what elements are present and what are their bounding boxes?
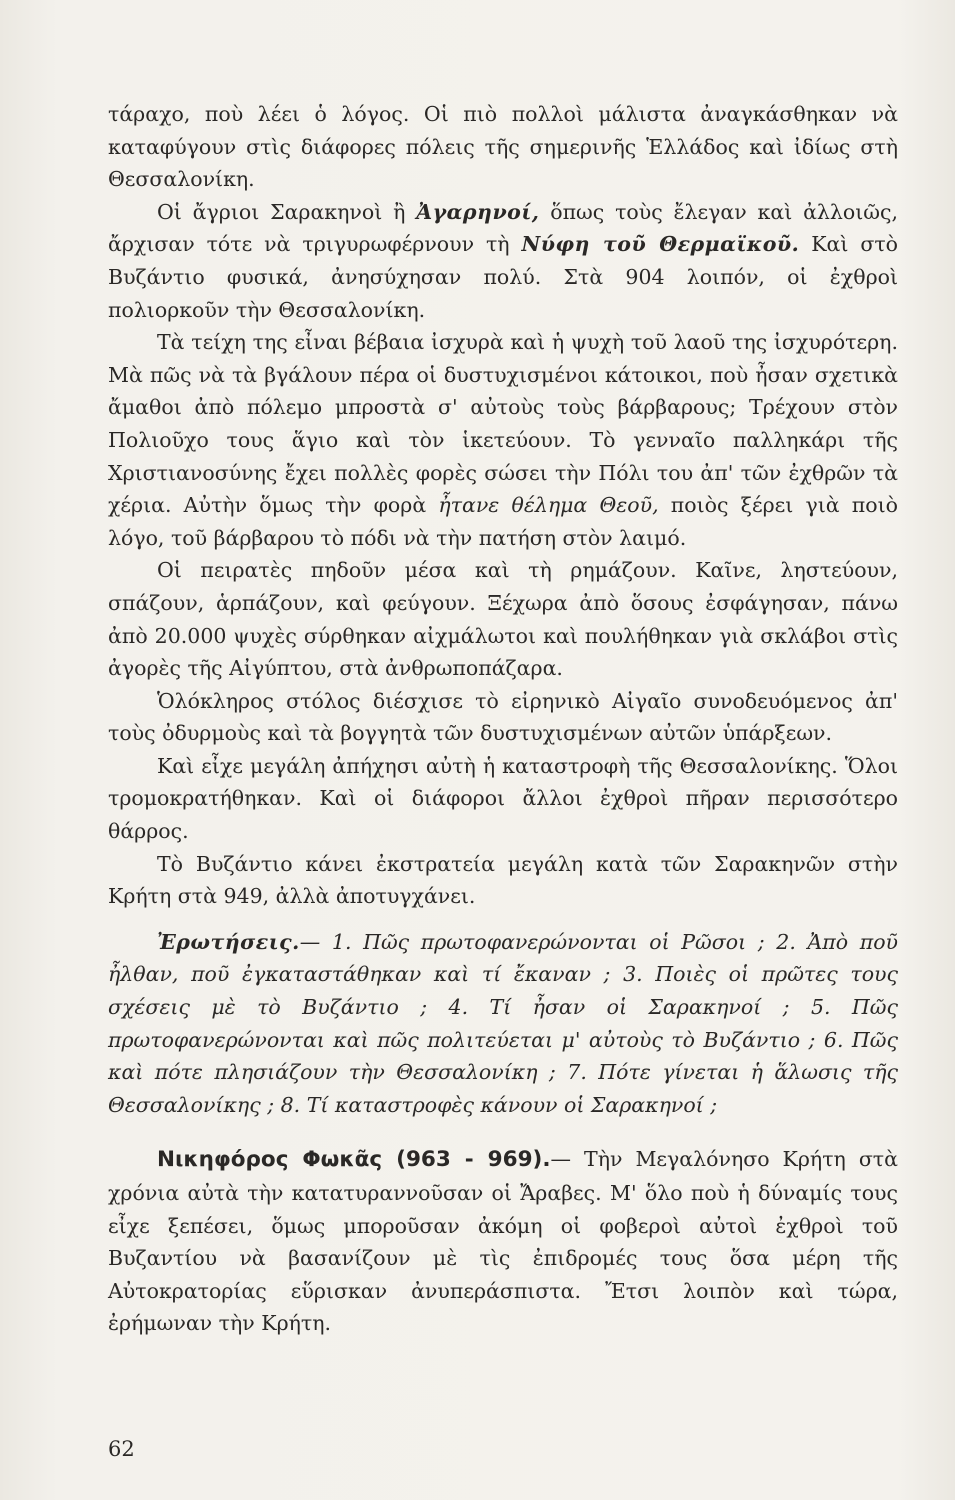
paragraph-2 bbox=[108, 196, 898, 326]
paragraph-6-text: Καὶ εἶχε μεγάλη ἀπήχησι αὐτὴ ἡ καταστροφὴ τῆς Θεσσαλονίκης. Ὅλοι τρομοκρατήθηκαν. Καὶ οἱ διάφοροι ἄλλοι ἐχθροὶ πῆραν περισσότερο θάρρος. bbox=[108, 753, 898, 844]
paragraph-2-part-e: Καὶ στὸ Βυζάντιο φυσικά, ἀνησύχησαν πολύ. Στὰ 904 λοιπόν, οἱ ἐχθροὶ πολιορκοῦν τὴν Θεσσαλονίκη. bbox=[108, 232, 899, 322]
agarenes-term: Ἀγαρηνοί, bbox=[416, 199, 540, 224]
body-text bbox=[108, 98, 898, 1340]
page-number: 62 bbox=[108, 1437, 135, 1461]
section-nikephoros-phokas bbox=[108, 1143, 898, 1340]
paragraph-7-text: Τὸ Βυζάντιο κάνει ἐκστρατεία μεγάλη κατὰ τῶν Σαρακηνῶν στὴν Κρήτη στὰ 949, ἀλλὰ ἀποτυγχάνει. bbox=[108, 851, 898, 909]
questions-label: Ἐρωτήσεις. bbox=[157, 929, 300, 954]
paragraph-4 bbox=[108, 554, 898, 684]
paragraph-1 bbox=[108, 98, 898, 196]
thermaic-bride-term: Νύφη τοῦ Θερμαϊκοῦ. bbox=[521, 232, 800, 257]
paragraph-5 bbox=[108, 685, 898, 750]
paragraph-1-text: τάραχο, ποὺ λέει ὁ λόγος. Οἱ πιὸ πολλοὶ μάλιστα ἀναγκάσθηκαν νὰ καταφύγουν στὶς διάφορες πόλεις τῆς σημερινῆς Ἑλλάδος καὶ ἰδίως στὴ Θεσσαλονίκη. bbox=[108, 102, 898, 192]
paragraph-5-text: Ὁλόκληρος στόλος διέσχισε τὸ εἰρηνικὸ Αἰγαῖο συνοδευόμενος ἀπ' τοὺς ὀδυρμοὺς καὶ τὰ βογγητὰ τῶν δυστυχισμένων αὐτῶν ὑπάρξεων. bbox=[108, 688, 898, 746]
questions-text: — 1. Πῶς πρωτοφανερώνονται οἱ Ρῶσοι ; 2. Ἀπὸ ποῦ ἦλθαν, ποῦ ἐγκαταστάθηκαν καὶ τί ἔκαναν ; 3. Ποιὲς οἱ πρῶτες τους σχέσεις μὲ τὸ Βυζάντιο ; 4. Τί ἦσαν οἱ Σαρακηνοί ; 5. Πῶς πρωτοφανερώνονται καὶ πῶς πολιτεύεται μ' αὐτοὺς τὸ Βυζάντιο ; 6. Πῶς καὶ πότε πλησιάζουν τὴν Θεσσαλονίκη ; 7. Πότε γίνεται ἡ ἅλωσις τῆς Θεσσαλονίκης ; 8. Τί καταστροφὲς κάνουν οἱ Σαρακηνοί ; bbox=[108, 929, 898, 1117]
paragraph-6 bbox=[108, 750, 898, 848]
paragraph-3-part-c: ποιὸς ξέρει γιὰ ποιὸ λόγο, τοῦ βάρβαρου τὸ πόδι νὰ τὴν πατήση στὸν λαιμό. bbox=[108, 493, 898, 550]
questions-paragraph bbox=[108, 926, 898, 1122]
paragraph-3-part-a: Τὰ τείχη της εἶναι βέβαια ἰσχυρὰ καὶ ἡ ψυχὴ τοῦ λαοῦ της ἰσχυρότερη. Μὰ πῶς νὰ τὰ βγάλουν πέρα οἱ δυστυχισμένοι κάτοικοι, ποὺ ἦσαν σχετικὰ ἄμαθοι ἀπὸ πόλεμο μπροστὰ σ' αὐτοὺς τοὺς βάρβαρους; Τρέχουν στὸν Πολιοῦχο τους ἅγιο καὶ τὸν ἱκετεύουν. Τὸ γενναῖο παλληκάρι τῆς Χριστιανοσύνης ἔχει πολλὲς φορὲς σώσει τὴν Πόλι του ἀπ' τῶν ἐχθρῶν τὰ χέρια. Αὐτὴν ὅμως τὴν φορὰ bbox=[108, 330, 898, 518]
will-of-god-phrase: ἦτανε θέλημα Θεοῦ, bbox=[438, 493, 659, 518]
paragraph-4-text: Οἱ πειρατὲς πηδοῦν μέσα καὶ τὴ ρημάζουν. Καῖνε, ληστεύουν, σπάζουν, ἁρπάζουν, καὶ φεύγουν. Ξέχωρα ἀπὸ ὅσους ἐσφάγησαν, πάνω ἀπὸ 20.000 ψυχὲς σύρθηκαν αἰχμάλωτοι καὶ πουλήθηκαν γιὰ σκλάβοι στὶς ἀγορὲς τῆς Αἰγύπτου, στὰ ἀνθρωποπάζαρα. bbox=[108, 558, 898, 681]
paragraph-2-part-c: ὅπως τοὺς ἔλεγαν καὶ ἀλλοιῶς, ἄρχισαν τότε νὰ τριγυρωφέρνουν τὴ bbox=[108, 199, 898, 257]
paragraph-3 bbox=[108, 326, 898, 554]
paragraph-7 bbox=[108, 848, 898, 913]
section-heading: Νικηφόρος Φωκᾶς (963 - 969). bbox=[157, 1147, 551, 1173]
section-text: — Τὴν Μεγαλόνησο Κρήτη στὰ χρόνια αὐτὰ τὴν κατατυραννοῦσαν οἱ Ἄραβες. Μ' ὅλο ποὺ ἡ δύναμίς τους εἶχε ξεπέσει, ὅμως μποροῦσαν ἀκόμη οἱ φοβεροὶ αὐτοὶ ἐχθροὶ τοῦ Βυζαντίου νὰ βασανίζουν μὲ τὶς ἐπιδρομές τους ὅσα μέρη τῆς Αὐτοκρατορίας εὕρισκαν ἀνυπεράσπιστα. Ἔτσι λοιπὸν καὶ τώρα, ἐρήμωναν τὴν Κρήτη. bbox=[108, 1147, 898, 1336]
paragraph-2-part-a: Οἱ ἄγριοι Σαρακηνοὶ ἢ bbox=[157, 199, 417, 224]
